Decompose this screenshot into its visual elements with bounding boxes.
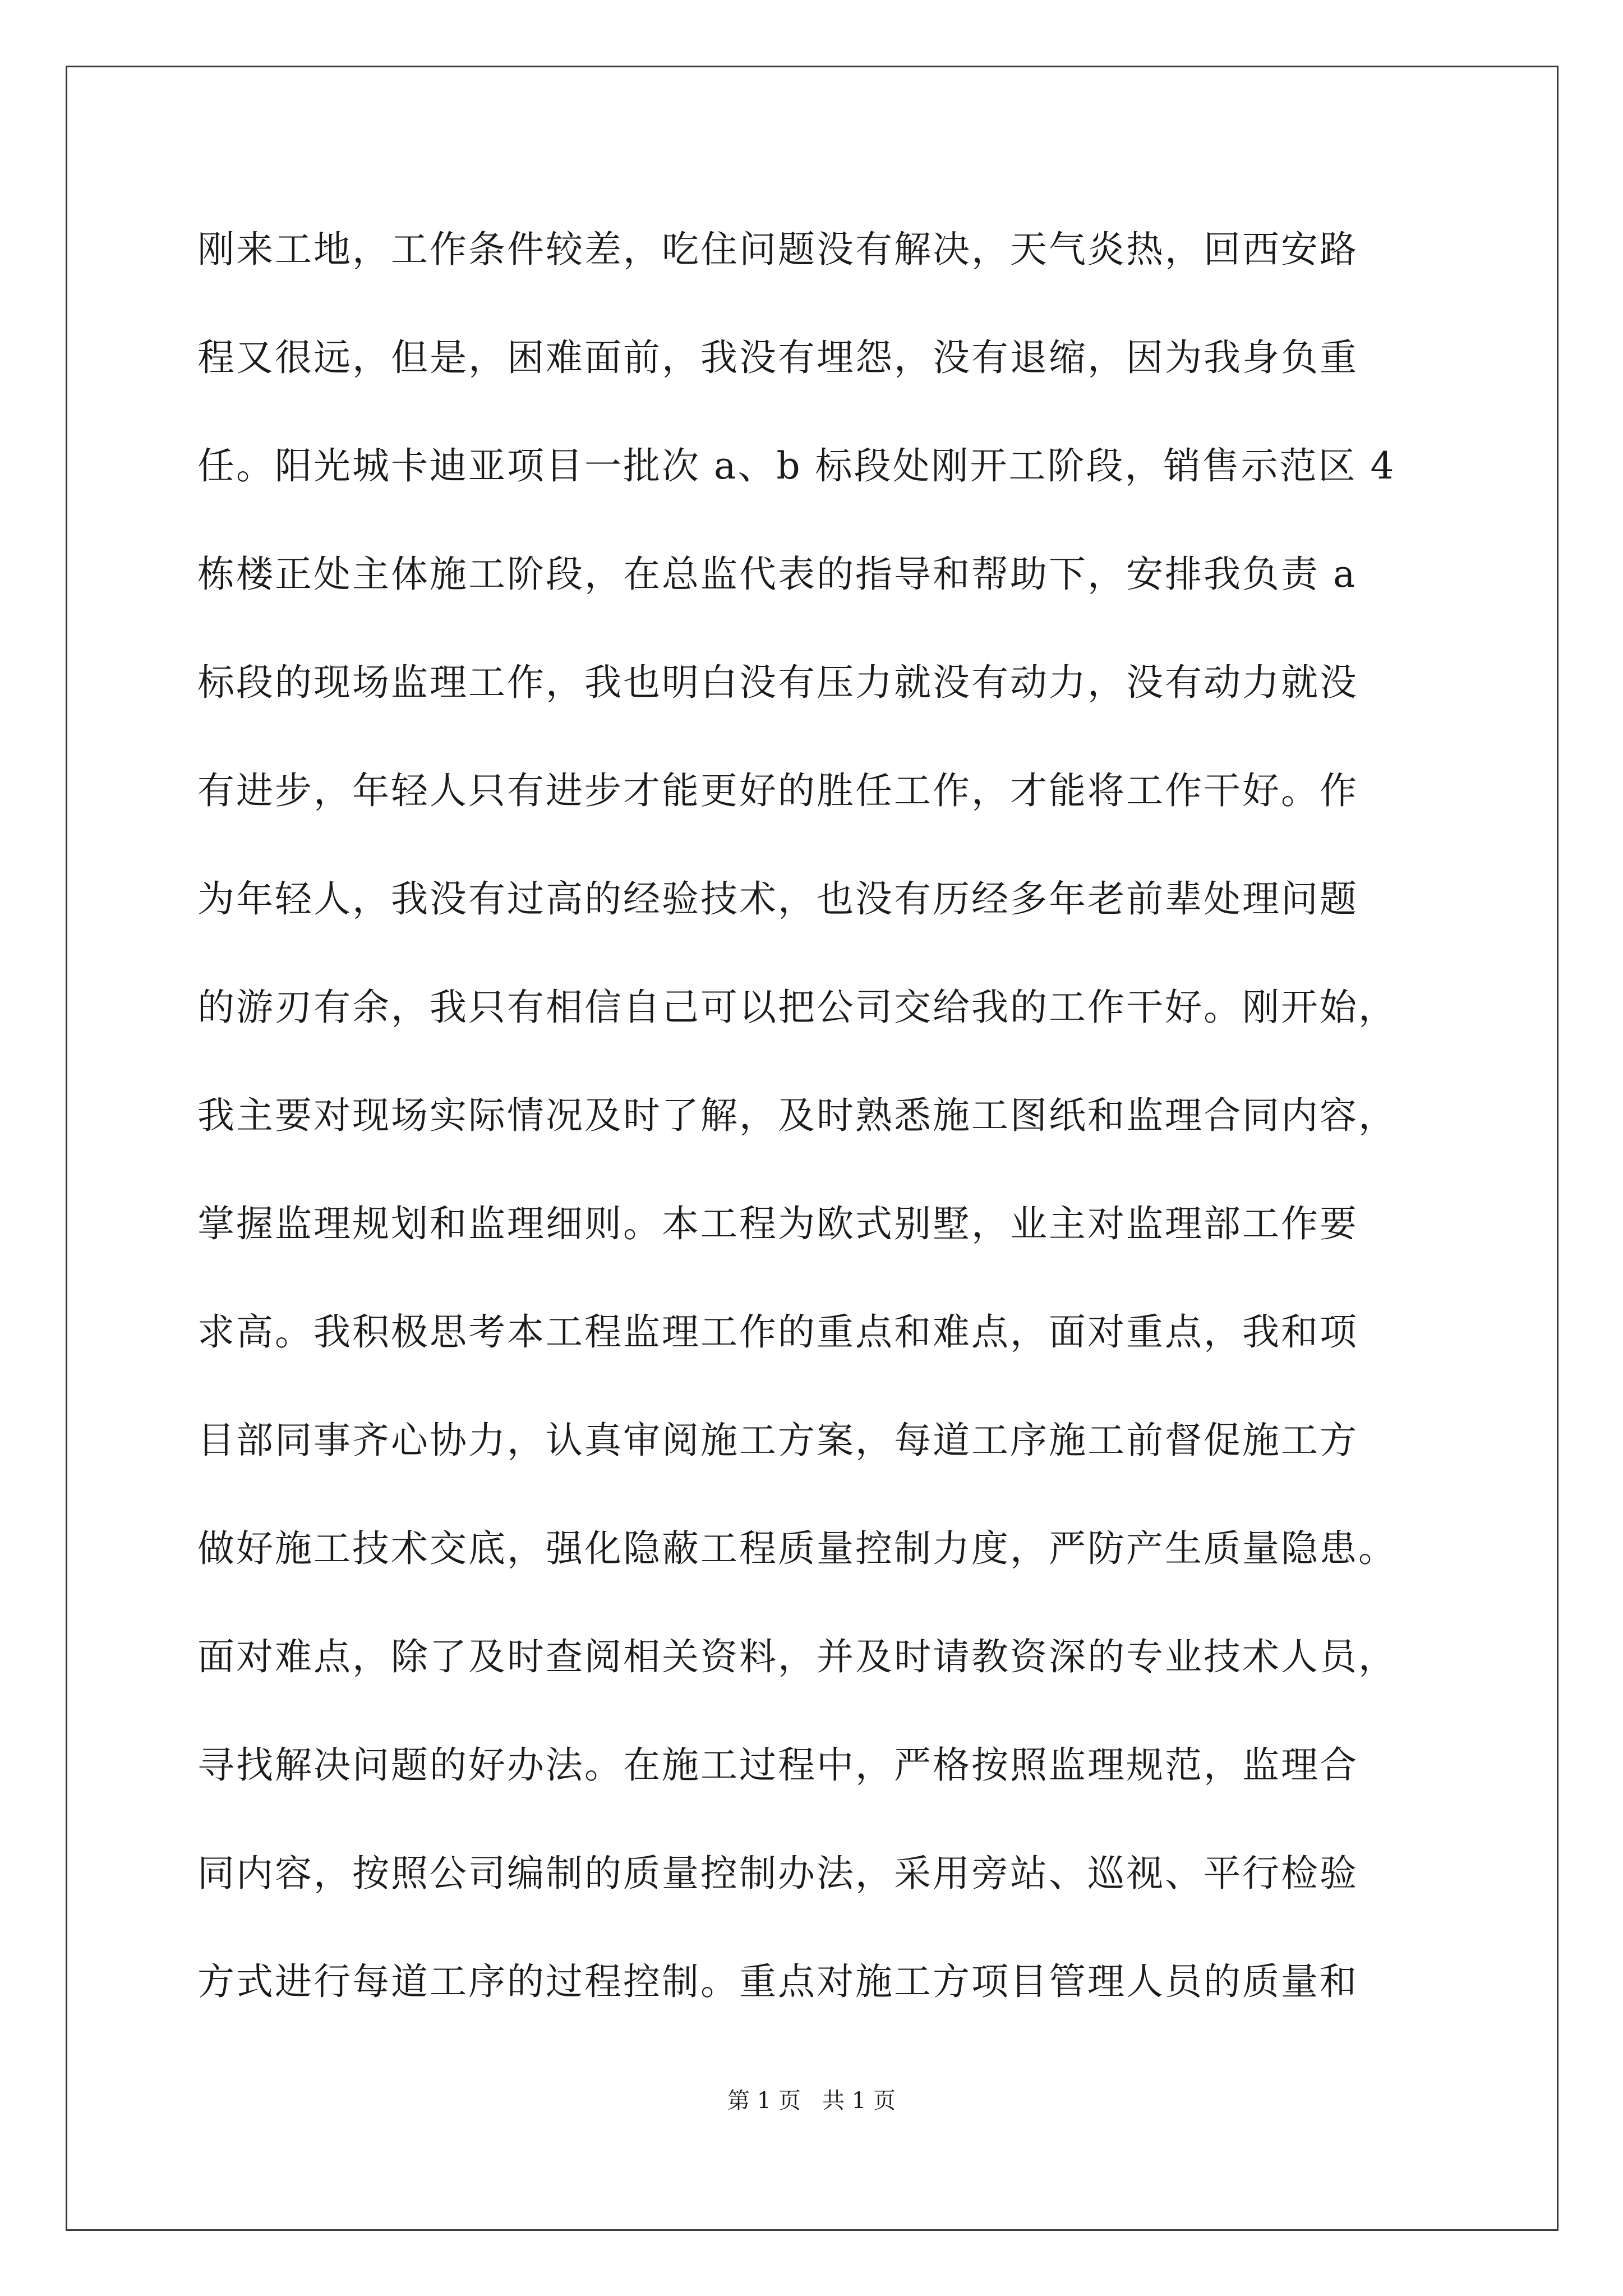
text-line: 标段的现场监理工作，我也明白没有压力就没有动力，没有动力就没 [197, 661, 1358, 704]
text-line: 同内容，按照公司编制的质量控制办法，采用旁站、巡视、平行检验 [197, 1852, 1358, 1895]
text-line: 为年轻人，我没有过高的经验技术，也没有历经多年老前辈处理问题 [197, 877, 1358, 921]
text-line: 方式进行每道工序的过程控制。重点对施工方项目管理人员的质量和 [197, 1960, 1358, 2003]
text-line: 刚来工地，工作条件较差，吃住问题没有解决，天气炎热，回西安路 [197, 228, 1358, 271]
text-line: 面对难点，除了及时查阅相关资料，并及时请教资深的专业技术人员， [197, 1635, 1397, 1678]
page-border [66, 66, 1559, 2231]
text-line: 掌握监理规划和监理细则。本工程为欧式别墅，业主对监理部工作要 [197, 1202, 1358, 1245]
text-line: 寻找解决问题的好办法。在施工过程中，严格按照监理规范，监理合 [197, 1743, 1358, 1787]
text-line: 的游刃有余，我只有相信自己可以把公司交给我的工作干好。刚开始， [197, 986, 1397, 1029]
text-line: 做好施工技术交底，强化隐蔽工程质量控制力度，严防产生质量隐患。 [197, 1527, 1397, 1570]
text-line: 栋楼正处主体施工阶段，在总监代表的指导和帮助下，安排我负责 a [197, 553, 1357, 596]
page-footer: 第 1 页 共 1 页 [727, 2088, 896, 2114]
text-line: 任。阳光城卡迪亚项目一批次 a、b 标段处刚开工阶段，销售示范区 4 [197, 444, 1396, 487]
text-line: 有进步，年轻人只有进步才能更好的胜任工作，才能将工作干好。作 [197, 769, 1358, 812]
text-line: 我主要对现场实际情况及时了解，及时熟悉施工图纸和监理合同内容， [197, 1094, 1397, 1137]
text-line: 目部同事齐心协力，认真审阅施工方案，每道工序施工前督促施工方 [197, 1419, 1358, 1462]
text-line: 程又很远，但是，困难面前，我没有埋怨，没有退缩，因为我身负重 [197, 336, 1358, 379]
text-line: 求高。我积极思考本工程监理工作的重点和难点，面对重点，我和项 [197, 1310, 1358, 1354]
